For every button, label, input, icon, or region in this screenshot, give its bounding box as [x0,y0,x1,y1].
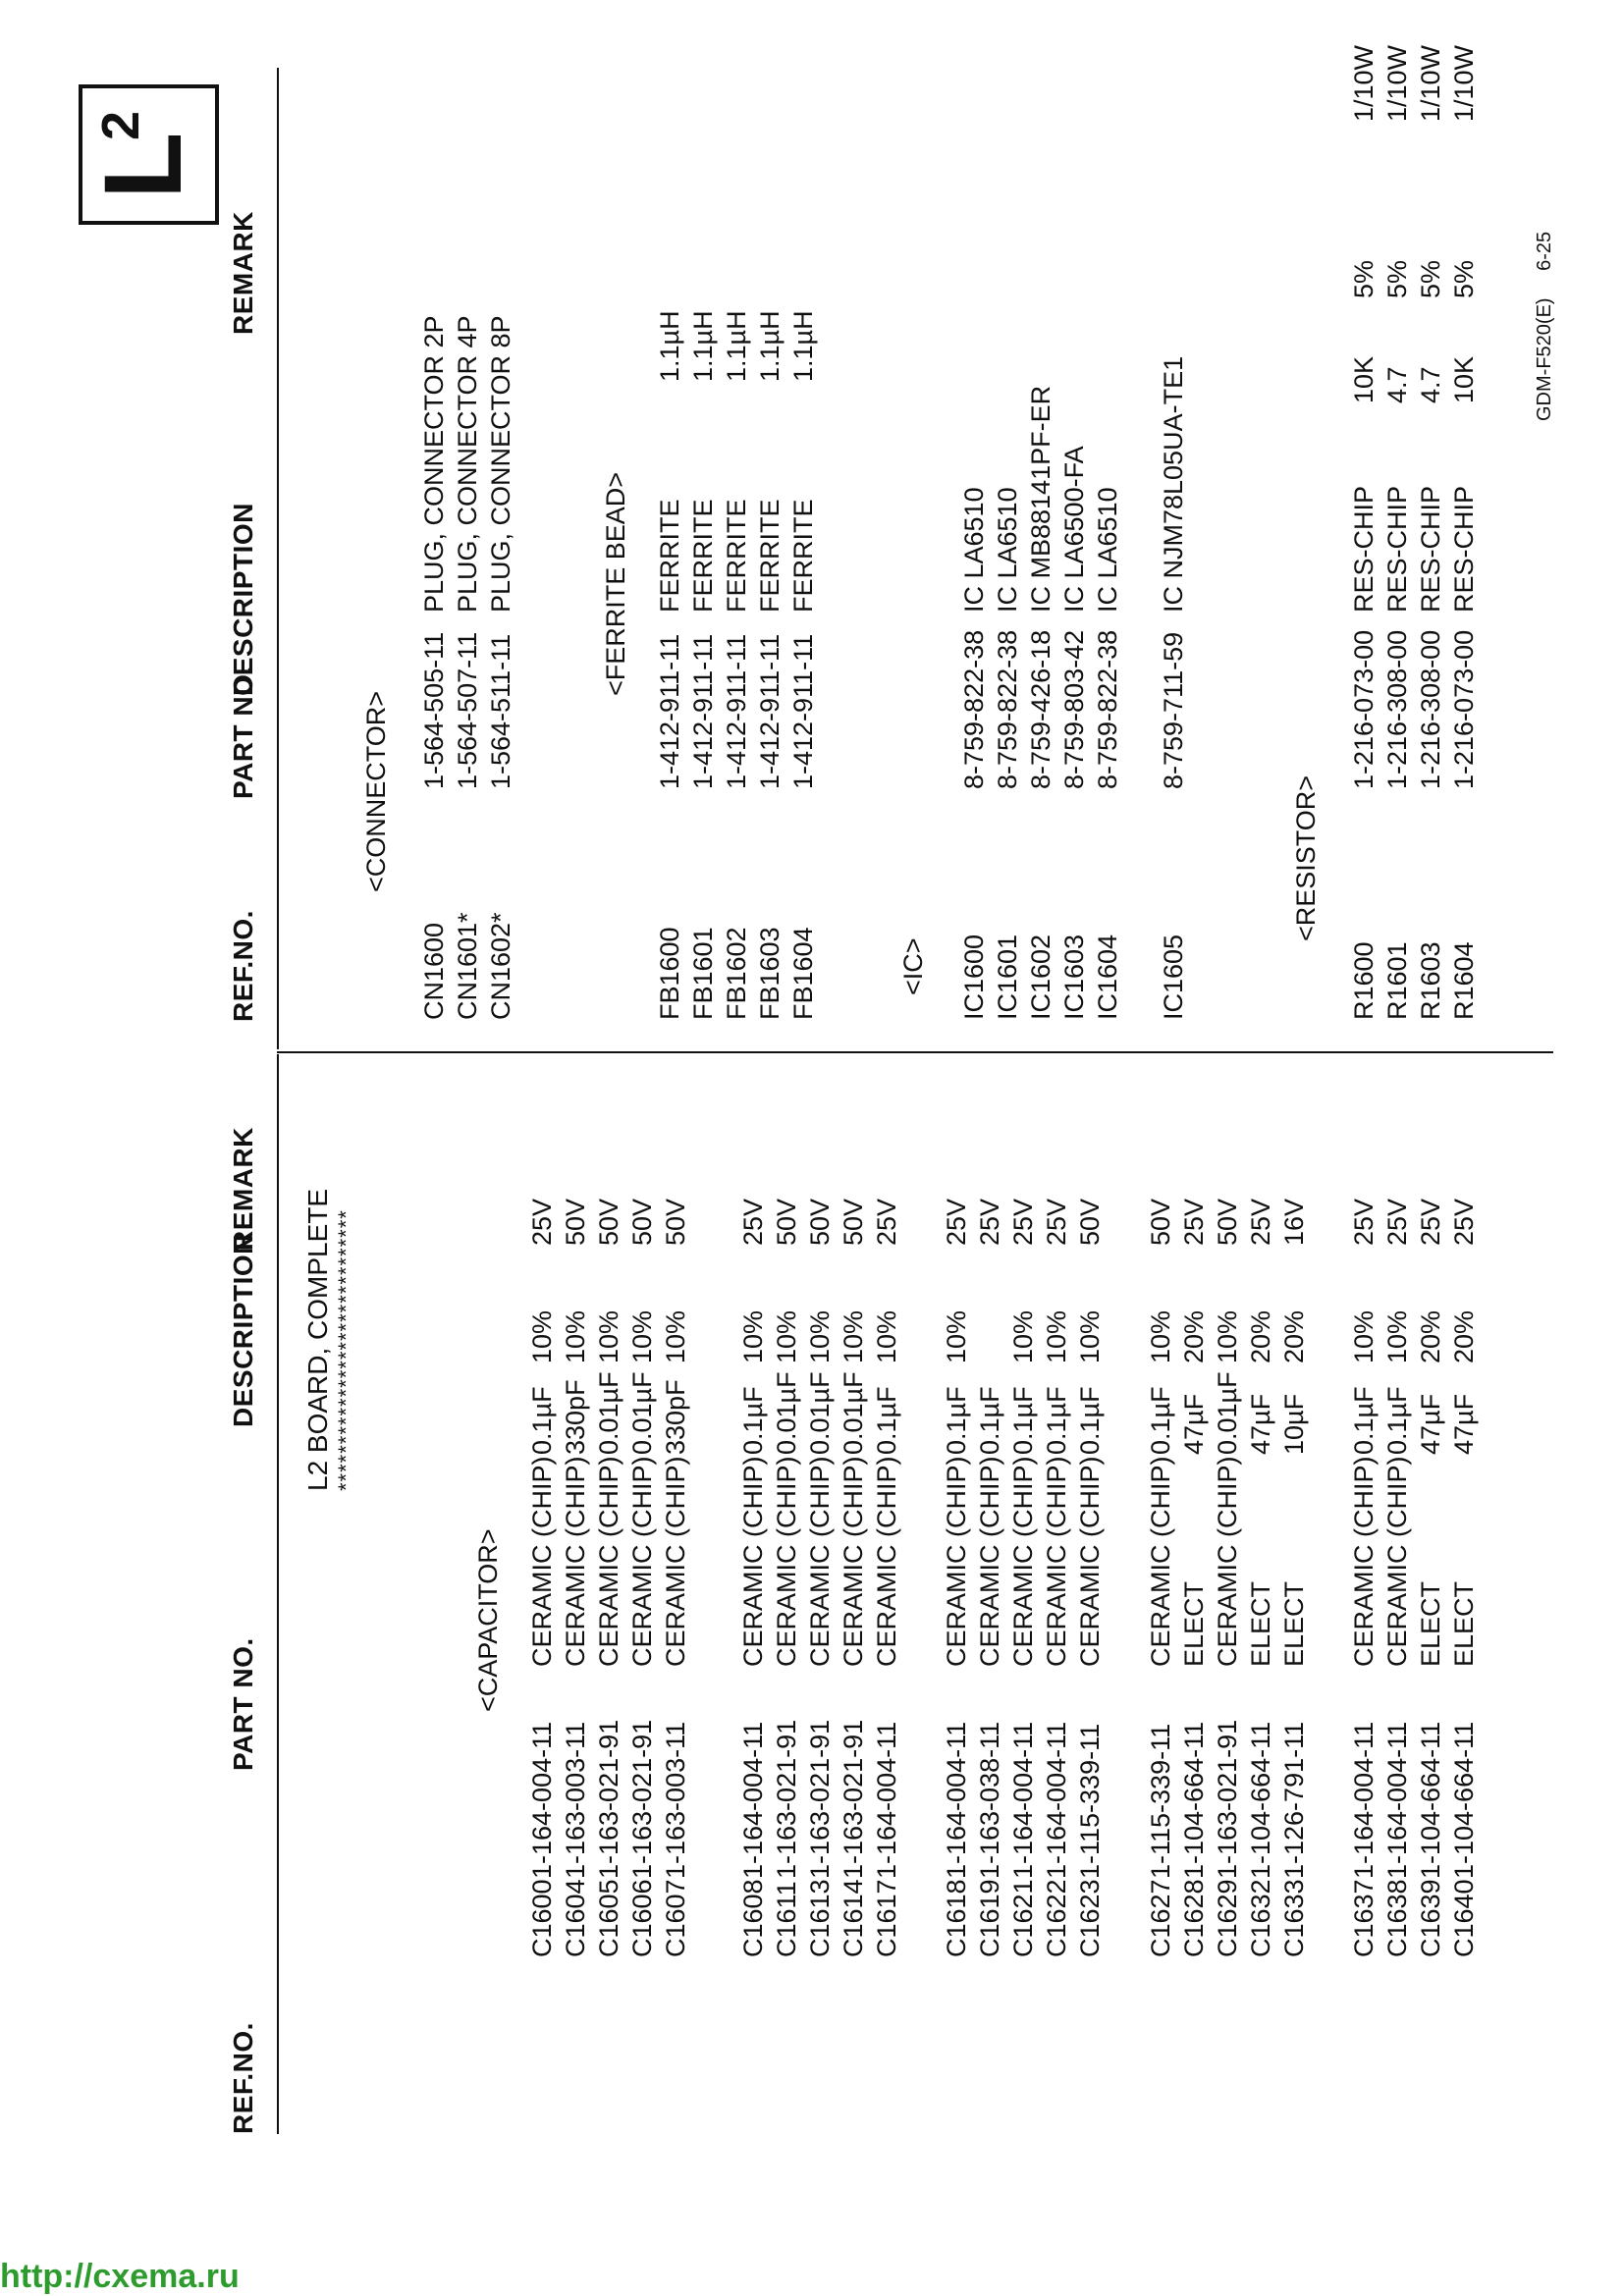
description-cell: RES-CHIP [1449,485,1479,613]
ref-no-cell: C1617 [872,1879,901,1957]
watermark-link[interactable]: http://cxema.ru [0,2258,240,2295]
part-no-cell: 1-412-911-11 [755,633,784,789]
tolerance-cell: 10% [1349,1309,1379,1363]
column-divider [277,1051,1553,1053]
remark-cell: 50V [772,1198,801,1246]
remark-cell: 25V [1449,1198,1479,1246]
part-no-cell: 1-564-511-11 [486,633,515,789]
part-no-cell: 1-216-308-00 [1416,629,1445,789]
ref-no-cell: C1618 [942,1879,971,1957]
tolerance-cell: 20% [1416,1309,1445,1363]
remark-cell: 1/10W [1416,44,1445,122]
tolerance-cell: 10% [1075,1309,1105,1363]
description-cell: ELECT [1416,1580,1445,1667]
description-cell: IC LA6510 [993,487,1022,613]
remark-cell: 25V [1349,1198,1379,1246]
part-no-cell: 1-163-038-11 [975,1721,1004,1879]
remark-cell: 25V [975,1198,1004,1246]
description-cell: CERAMIC (CHIP) [1075,1456,1105,1667]
value-cell: 0.01µF [594,1371,623,1455]
ref-no-cell: C1637 [1349,1879,1379,1957]
part-no-cell: 8-759-822-38 [959,629,989,789]
part-no-cell: 1-163-021-91 [627,1719,657,1879]
value-cell: 0.01µF [627,1371,657,1455]
part-no-cell: 1-564-507-11 [453,631,482,789]
part-no-cell: 1-163-021-91 [594,1719,623,1879]
value-cell: 330pF [561,1379,590,1455]
ref-no-cell: C1607 [661,1879,690,1957]
tolerance-cell: 10% [738,1309,768,1363]
description-cell: CERAMIC (CHIP) [1213,1456,1242,1667]
ref-no-cell: C1600 [527,1879,557,1957]
part-no-cell: 8-759-822-38 [1093,629,1122,789]
ref-no-cell: C1622 [1042,1879,1071,1957]
remark-cell: 25V [527,1198,557,1246]
value-cell: 47µF [1416,1393,1445,1455]
ref-no-cell: CN1601* [453,912,482,1020]
remark-cell: 50V [839,1198,868,1246]
ref-no-cell: C1606 [627,1879,657,1957]
part-no-cell: 1-164-004-11 [1042,1721,1071,1879]
value-cell: 1.1µH [688,310,718,382]
part-no-cell: 1-164-004-11 [872,1721,901,1879]
remark-cell: 25V [1382,1198,1412,1246]
value-cell: 0.1µF [1349,1386,1379,1455]
ref-no-cell: C1621 [1008,1879,1038,1957]
value-cell: 0.1µF [975,1386,1004,1455]
ref-no-cell: IC1604 [1093,934,1122,1020]
value-cell: 47µF [1179,1393,1209,1455]
description-cell: CERAMIC (CHIP) [594,1456,623,1667]
part-no-cell: 1-104-664-11 [1246,1721,1275,1879]
value-cell: 0.1µF [1075,1386,1105,1455]
board-mark [79,84,219,225]
description-cell: CERAMIC (CHIP) [805,1456,835,1667]
description-cell: ELECT [1449,1580,1479,1667]
section-ic: <IC> [898,937,928,995]
remark-cell: 25V [1179,1198,1209,1246]
description-cell: IC LA6510 [1093,487,1122,613]
value-cell: 0.1µF [872,1386,901,1455]
value-cell: 0.1µF [1008,1386,1038,1455]
part-no-cell: 1-412-911-11 [722,633,751,789]
tolerance-cell: 10% [561,1309,590,1363]
description-cell: ELECT [1279,1580,1309,1667]
value-cell: 10µF [1279,1393,1309,1455]
tolerance-cell: 10% [772,1309,801,1363]
remark-cell: 1/10W [1382,44,1412,122]
description-cell: IC LA6510 [959,487,989,613]
part-no-cell: 1-216-308-00 [1382,629,1412,789]
ref-no-cell: CN1602* [486,912,515,1020]
remark-cell: 50V [1075,1198,1105,1246]
header-remark-right: REMARK [228,211,258,335]
value-cell: 1.1µH [655,310,684,382]
header-description-right: DESCRIPTION [228,503,258,696]
ref-no-cell: IC1605 [1159,934,1188,1020]
description-cell: CERAMIC (CHIP) [1008,1456,1038,1667]
ref-no-cell: IC1601 [993,934,1022,1020]
value-cell: 4.7 [1382,366,1412,403]
description-cell: CERAMIC (CHIP) [1042,1456,1071,1667]
ref-no-cell: IC1600 [959,934,989,1020]
value-cell: 47µF [1449,1393,1479,1455]
tolerance-cell: 10% [839,1309,868,1363]
board-stars: ****************************** [334,1209,358,1491]
tolerance-cell: 10% [527,1309,557,1363]
board-title: L2 BOARD, COMPLETE [302,1188,333,1491]
description-cell: FERRITE [688,499,718,613]
part-no-cell: 8-759-803-42 [1059,629,1089,789]
tolerance-cell: 5% [1449,259,1479,298]
description-cell: RES-CHIP [1382,485,1412,613]
part-no-cell: 1-216-073-00 [1449,629,1479,789]
description-cell: CERAMIC (CHIP) [527,1456,557,1667]
ref-no-cell: C1629 [1213,1879,1242,1957]
description-cell: IC NJM78L05UA-TE1 [1159,355,1188,613]
description-cell: FERRITE [722,499,751,613]
value-cell: 0.1µF [1042,1386,1071,1455]
description-cell: CERAMIC (CHIP) [942,1456,971,1667]
part-no-cell: 1-164-004-11 [1349,1721,1379,1879]
part-no-cell: 1-216-073-00 [1349,629,1379,789]
value-cell: 10K [1349,355,1379,403]
tolerance-cell: 20% [1449,1309,1479,1363]
part-no-cell: 1-564-505-11 [419,631,449,789]
description-cell: PLUG, CONNECTOR 2P [419,315,449,613]
remark-cell: 50V [805,1198,835,1246]
value-cell: 0.1µF [738,1386,768,1455]
value-cell: 0.01µF [1213,1371,1242,1455]
part-no-cell: 1-412-911-11 [788,633,818,789]
description-cell: PLUG, CONNECTOR 4P [453,315,482,613]
tolerance-cell: 20% [1279,1309,1309,1363]
value-cell: 0.1µF [942,1386,971,1455]
section-capacitor: <CAPACITOR> [473,1528,503,1712]
part-no-cell: 8-759-711-59 [1159,631,1188,789]
remark-cell: 50V [1146,1198,1175,1246]
ref-no-cell: C1613 [805,1879,835,1957]
part-no-cell: 1-104-664-11 [1449,1721,1479,1879]
value-cell: 0.01µF [805,1371,835,1455]
tolerance-cell: 10% [594,1309,623,1363]
description-cell: CERAMIC (CHIP) [772,1456,801,1667]
description-cell: ELECT [1246,1580,1275,1667]
tolerance-cell: 20% [1179,1309,1209,1363]
tolerance-cell: 10% [627,1309,657,1363]
value-cell: 0.01µF [772,1371,801,1455]
remark-cell: 16V [1279,1198,1309,1246]
ref-no-cell: C1628 [1179,1879,1209,1957]
value-cell: 10K [1449,355,1479,403]
header-part-no-left: PART NO. [228,1637,258,1771]
part-no-cell: 1-104-664-11 [1416,1721,1445,1879]
part-no-cell: 8-759-822-38 [993,629,1022,789]
tolerance-cell: 10% [1146,1309,1175,1363]
section-ferrite-bead: <FERRITE BEAD> [601,471,630,696]
part-no-cell: 1-164-004-11 [738,1721,768,1879]
ref-no-cell: C1614 [839,1879,868,1957]
part-no-cell: 1-412-911-11 [688,633,718,789]
part-no-cell: 8-759-426-18 [1026,629,1055,789]
ref-no-cell: IC1603 [1059,934,1089,1020]
value-cell: 4.7 [1416,366,1445,403]
ref-no-cell: C1611 [772,1881,801,1957]
section-connector: <CONNECTOR> [361,690,391,892]
description-cell: RES-CHIP [1416,485,1445,613]
ref-no-cell: FB1600 [655,927,684,1020]
description-cell: CERAMIC (CHIP) [839,1456,868,1667]
header-rule-left [277,1054,279,2134]
remark-cell: 1/10W [1449,44,1479,122]
value-cell: 47µF [1246,1393,1275,1455]
description-cell: FERRITE [755,499,784,613]
part-no-cell: 1-126-791-11 [1279,1721,1309,1879]
remark-cell: 50V [1213,1198,1242,1246]
ref-no-cell: C1605 [594,1879,623,1957]
description-cell: CERAMIC (CHIP) [975,1456,1004,1667]
part-no-cell: 1-115-339-11 [1146,1723,1175,1879]
tolerance-cell: 5% [1382,259,1412,298]
footer-page: 6-25 [1534,231,1555,271]
remark-cell: 25V [1416,1198,1445,1246]
header-part-no-right: PART NO. [228,666,258,799]
board-mark-number: 2 [91,110,150,140]
value-cell: 0.1µF [1382,1386,1412,1455]
ref-no-cell: C1619 [975,1879,1004,1957]
tolerance-cell: 20% [1246,1309,1275,1363]
header-description-left: DESCRIPTION [228,1234,258,1427]
description-cell: FERRITE [655,499,684,613]
remark-cell: 50V [661,1198,690,1246]
remark-cell: 25V [1042,1198,1071,1246]
description-cell: CERAMIC (CHIP) [561,1456,590,1667]
ref-no-cell: R1604 [1449,941,1479,1020]
ref-no-cell: R1601 [1382,941,1412,1020]
ref-no-cell: C1627 [1146,1879,1175,1957]
ref-no-cell: FB1602 [722,927,751,1020]
value-cell: 0.1µF [1146,1386,1175,1455]
part-no-cell: 1-115-339-11 [1075,1723,1105,1879]
tolerance-cell: 10% [1382,1309,1412,1363]
ref-no-cell: FB1601 [688,927,718,1020]
value-cell: 330pF [661,1379,690,1455]
ref-no-cell: R1600 [1349,941,1379,1020]
part-no-cell: 1-164-004-11 [1008,1721,1038,1879]
section-resistor: <RESISTOR> [1291,774,1321,941]
part-no-cell: 1-412-911-11 [655,633,684,789]
remark-cell: 25V [1246,1198,1275,1246]
remark-cell: 50V [561,1198,590,1246]
description-cell: CERAMIC (CHIP) [627,1456,657,1667]
value-cell: 1.1µH [722,310,751,382]
tolerance-cell: 10% [661,1309,690,1363]
value-cell: 1.1µH [755,310,784,382]
description-cell: IC MB88141PF-ER [1026,385,1055,613]
ref-no-cell: C1639 [1416,1879,1445,1957]
ref-no-cell: C1638 [1382,1879,1412,1957]
ref-no-cell: C1633 [1279,1879,1309,1957]
remark-cell: 25V [942,1198,971,1246]
ref-no-cell: C1623 [1075,1879,1105,1957]
part-no-cell: 1-104-664-11 [1179,1721,1209,1879]
header-ref-no-left: REF.NO. [228,2022,258,2134]
tolerance-cell: 10% [872,1309,901,1363]
description-cell: CERAMIC (CHIP) [661,1456,690,1667]
part-no-cell: 1-164-004-11 [527,1721,557,1879]
tolerance-cell: 10% [942,1309,971,1363]
description-cell: CERAMIC (CHIP) [1146,1456,1175,1667]
value-cell: 1.1µH [788,310,818,382]
description-cell: PLUG, CONNECTOR 8P [486,315,515,613]
description-cell: FERRITE [788,499,818,613]
tolerance-cell: 10% [1042,1309,1071,1363]
description-cell: CERAMIC (CHIP) [1349,1456,1379,1667]
ref-no-cell: R1603 [1416,941,1445,1020]
part-no-cell: 1-164-004-11 [1382,1721,1412,1879]
part-no-cell: 1-163-003-11 [661,1721,690,1879]
value-cell: 0.01µF [839,1371,868,1455]
footer-model: GDM-F520(E) [1534,297,1555,421]
tolerance-cell: 10% [1008,1309,1038,1363]
header-remark-left: REMARK [228,1127,258,1251]
page-footer [1534,210,1556,421]
part-no-cell: 1-163-003-11 [561,1721,590,1879]
description-cell: CERAMIC (CHIP) [738,1456,768,1667]
tolerance-cell: 10% [805,1309,835,1363]
tolerance-cell: 5% [1349,259,1379,298]
part-no-cell: 1-163-021-91 [1213,1719,1242,1879]
value-cell: 0.1µF [527,1386,557,1455]
part-no-cell: 1-164-004-11 [942,1721,971,1879]
remark-cell: 25V [1008,1198,1038,1246]
part-no-cell: 1-163-021-91 [772,1719,801,1879]
remark-cell: 1/10W [1349,44,1379,122]
ref-no-cell: IC1602 [1026,934,1055,1020]
ref-no-cell: FB1604 [788,927,818,1020]
header-ref-no-right: REF.NO. [228,910,258,1022]
ref-no-cell: C1608 [738,1879,768,1957]
description-cell: ELECT [1179,1580,1209,1667]
header-rule-right [277,68,279,1049]
part-no-cell: 1-163-021-91 [805,1719,835,1879]
ref-no-cell: FB1603 [755,927,784,1020]
description-cell: IC LA6500-FA [1059,446,1089,613]
remark-cell: 25V [738,1198,768,1246]
ref-no-cell: C1640 [1449,1879,1479,1957]
ref-no-cell: CN1600 [419,922,449,1020]
description-cell: RES-CHIP [1349,485,1379,613]
part-no-cell: 1-163-021-91 [839,1719,868,1879]
description-cell: CERAMIC (CHIP) [872,1456,901,1667]
ref-no-cell: C1604 [561,1879,590,1957]
tolerance-cell: 5% [1416,259,1445,298]
board-mark-letter: L [81,132,204,199]
description-cell: CERAMIC (CHIP) [1382,1456,1412,1667]
remark-cell: 50V [594,1198,623,1246]
tolerance-cell: 10% [1213,1309,1242,1363]
ref-no-cell: C1632 [1246,1879,1275,1957]
remark-cell: 50V [627,1198,657,1246]
remark-cell: 25V [872,1198,901,1246]
